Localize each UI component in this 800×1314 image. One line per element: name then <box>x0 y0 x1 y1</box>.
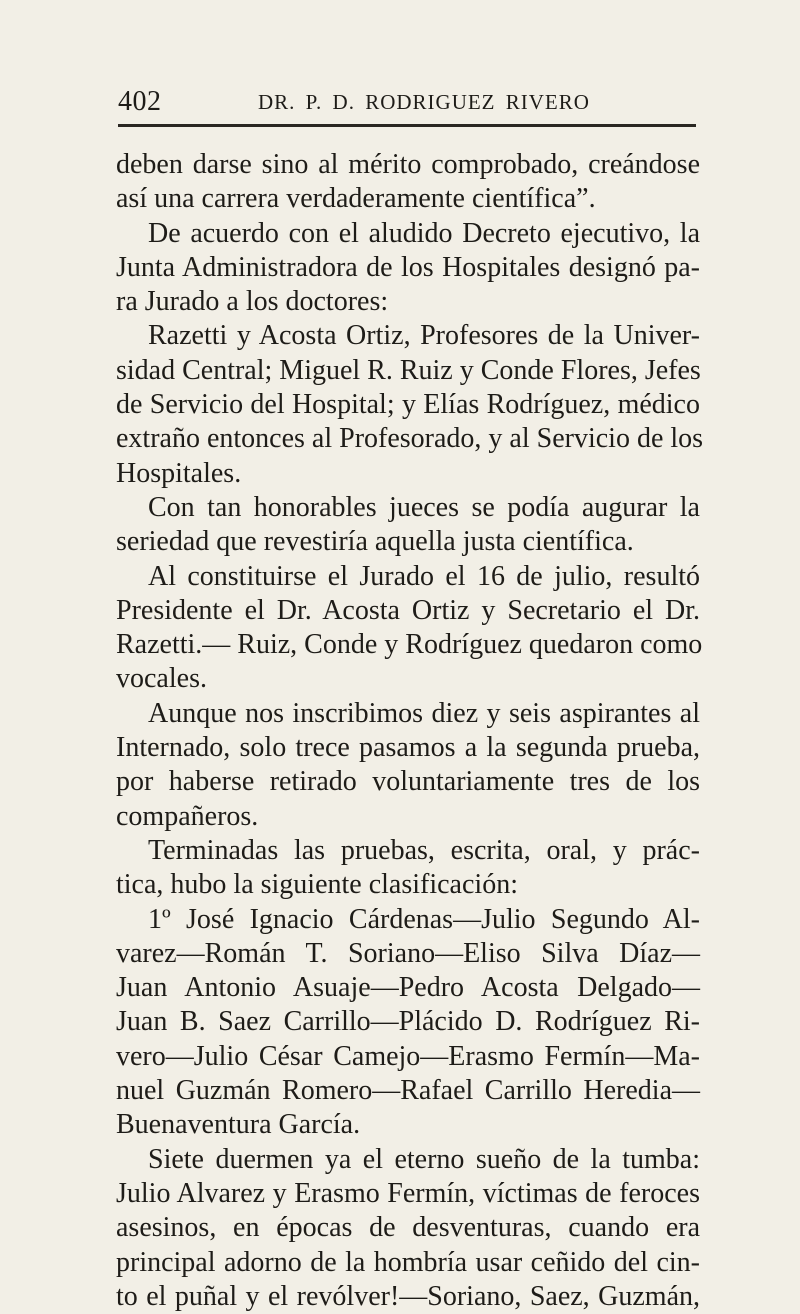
text-line: vero—Julio César Camejo—Erasmo Fermín—Ma- <box>116 1040 700 1072</box>
text-line: seriedad que revestiría aquella justa científica. <box>116 526 634 558</box>
text-line: asesinos, en épocas de desventuras, cuando era <box>116 1212 700 1244</box>
text-line: ra Jurado a los doctores: <box>116 286 389 318</box>
running-head <box>118 86 698 122</box>
author-header: DR. P. D. RODRIGUEZ RIVERO <box>258 90 590 114</box>
text-line: de Servicio del Hospital; y Elías Rodríguez, médico <box>116 389 700 421</box>
text-line: nuel Guzmán Romero—Rafael Carrillo Heredia— <box>116 1075 700 1107</box>
body-text <box>116 148 704 1314</box>
text-line: Razetti y Acosta Ortiz, Profesores de la Univer- <box>148 320 700 352</box>
text-line: Siete duermen ya el eterno sueño de la tumba: <box>148 1143 700 1175</box>
text-line: extraño entonces al Profesorado, y al Servicio de los <box>116 423 704 455</box>
text-line: vocales. <box>116 663 207 695</box>
text-line: to el puñal y el revólver!—Soriano, Saez, Guzmán, <box>116 1280 700 1312</box>
text-line: Aunque nos inscribimos diez y seis aspirantes al <box>148 697 700 729</box>
text-line: Terminadas las pruebas, escrita, oral, y prác- <box>148 834 700 866</box>
text-line: Con tan honorables jueces se podía augurar la <box>148 491 700 523</box>
header-rule <box>118 124 696 127</box>
text-line: principal adorno de la hombría usar ceñido del cin- <box>116 1246 700 1278</box>
text-line: Buenaventura García. <box>116 1109 361 1141</box>
text-line: Juan Antonio Asuaje—Pedro Acosta Delgado— <box>116 972 700 1004</box>
text-line: Juan B. Saez Carrillo—Plácido D. Rodríguez Ri- <box>116 1006 700 1038</box>
text-line: por haberse retirado voluntariamente tres de los <box>116 766 700 798</box>
text-line: Hospitales. <box>116 457 242 489</box>
text-line: De acuerdo con el aludido Decreto ejecutivo, la <box>148 217 700 249</box>
text-line: Internado, solo trece pasamos a la segunda prueba, <box>116 732 700 764</box>
text-line: Razetti.— Ruiz, Conde y Rodríguez quedaron como <box>116 629 703 661</box>
text-line: varez—Román T. Soriano—Eliso Silva Díaz— <box>116 937 700 969</box>
text-line: Al constituirse el Jurado el 16 de julio, resultó <box>148 560 700 592</box>
text-line: Junta Administradora de los Hospitales designó pa- <box>116 251 700 283</box>
text-line: así una carrera verdaderamente científica”. <box>116 183 596 215</box>
page-number: 402 <box>118 86 162 117</box>
text-line: tica, hubo la siguiente clasificación: <box>116 869 518 901</box>
text-line: 1º José Ignacio Cárdenas—Julio Segundo Al- <box>148 903 700 935</box>
text-line: sidad Central; Miguel R. Ruiz y Conde Flores, Jefes <box>116 354 701 386</box>
text-line: compañeros. <box>116 800 259 832</box>
text-line: deben darse sino al mérito comprobado, creándose <box>116 149 700 180</box>
text-line: Julio Alvarez y Erasmo Fermín, víctimas de feroces <box>116 1177 700 1209</box>
text-line: Presidente el Dr. Acosta Ortiz y Secretario el Dr. <box>116 594 700 626</box>
